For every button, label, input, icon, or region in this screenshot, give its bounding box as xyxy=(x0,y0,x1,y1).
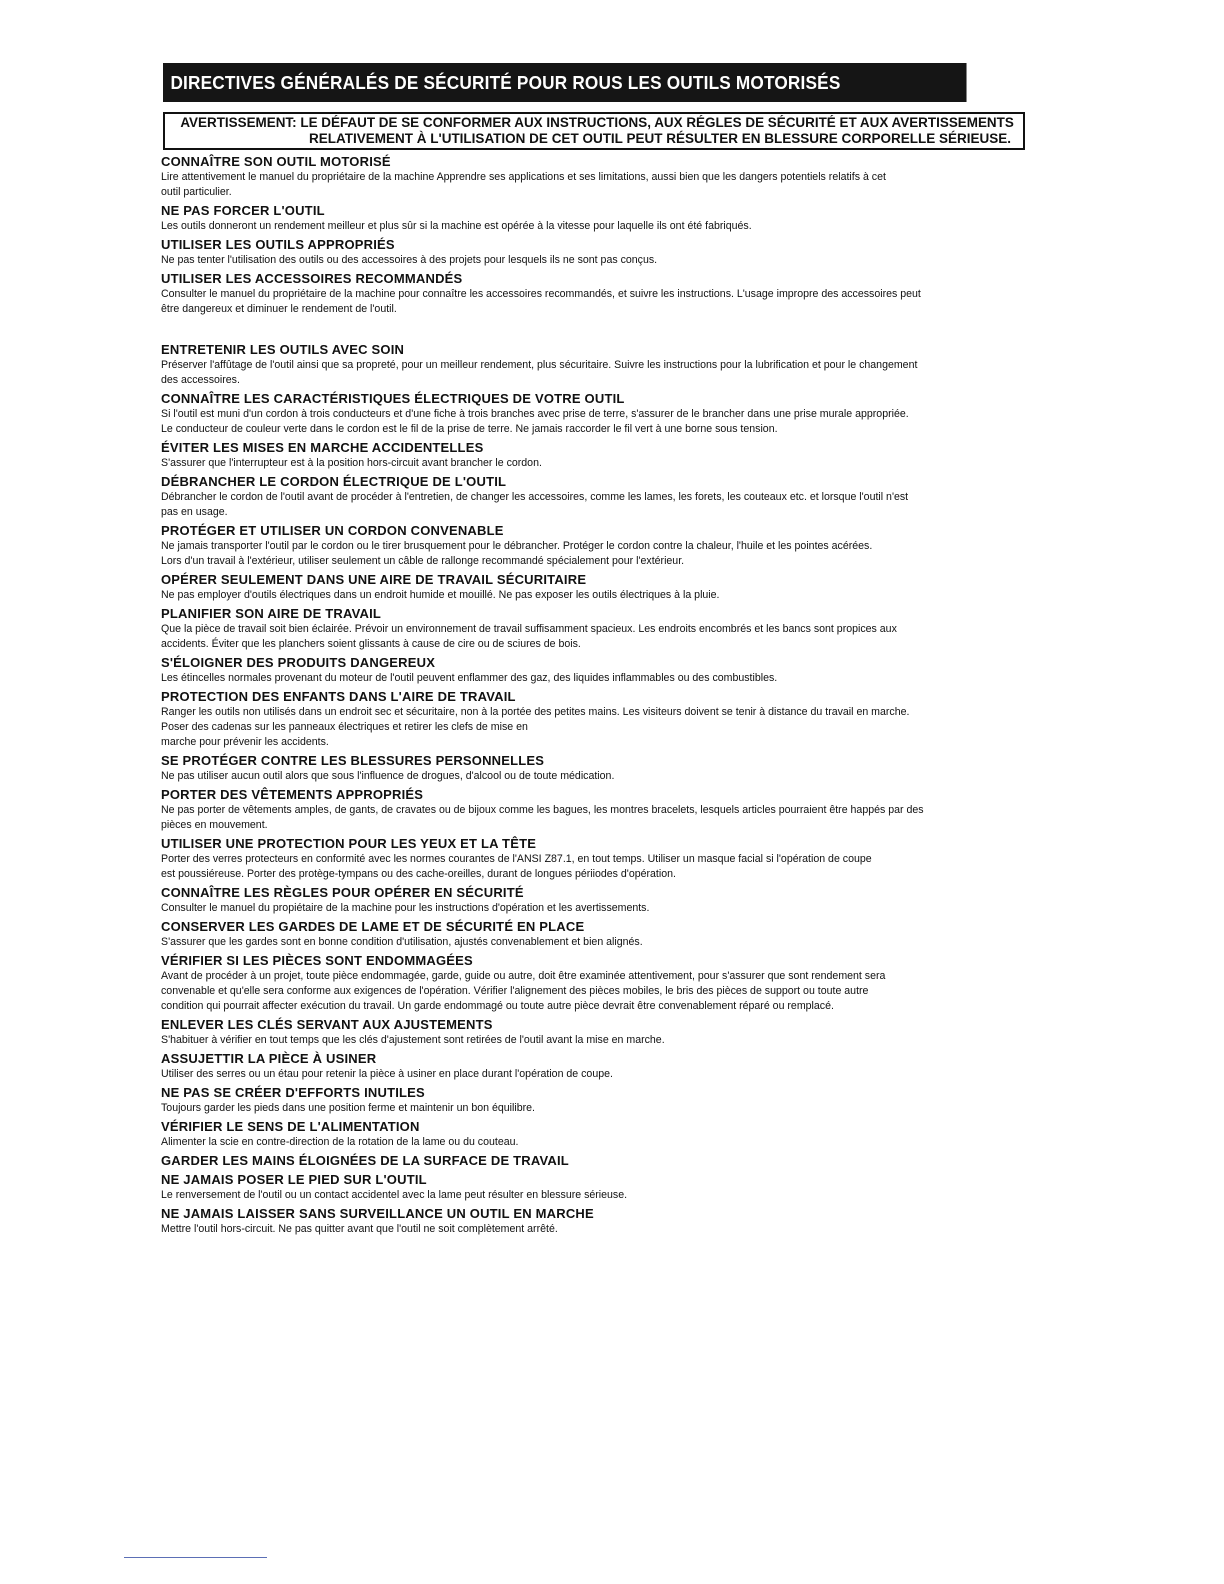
section-heading: NE JAMAIS LAISSER SANS SURVEILLANCE UN OUTIL EN MARCHE xyxy=(161,1206,594,1221)
section-heading: UTILISER UNE PROTECTION POUR LES YEUX ET LA TÊTE xyxy=(161,836,537,851)
section-heading: ENTRETENIR LES OUTILS AVEC SOIN xyxy=(161,342,405,357)
section-body-line: Alimenter la scie en contre-direction de la rotation de la lame ou du couteau. xyxy=(161,1136,519,1148)
section-heading: SE PROTÉGER CONTRE LES BLESSURES PERSONNELLES xyxy=(161,753,545,768)
section-body-line: S'assurer que les gardes sont en bonne condition d'utilisation, ajustés convenablement et bien alignés. xyxy=(161,936,643,948)
section-heading: UTILISER LES ACCESSOIRES RECOMMANDÉS xyxy=(161,271,463,286)
section-body-line: outil particulier. xyxy=(161,186,232,198)
section-heading: NE PAS FORCER L'OUTIL xyxy=(161,203,325,218)
safety-section xyxy=(161,270,1021,319)
safety-section xyxy=(161,1152,1021,1171)
safety-section xyxy=(161,236,1021,270)
section-heading: NE PAS SE CRÉER D'EFFORTS INUTILES xyxy=(161,1085,425,1100)
section-body-line: Le renversement de l'outil ou un contact accidentel avec la lame peut résulter en blessure sérieuse. xyxy=(161,1189,628,1201)
page-title: DIRECTIVES GÉNÉRALÉS DE SÉCURITÉ POUR ROUS LES OUTILS MOTORISÉS xyxy=(170,72,841,93)
section-heading: ÉVITER LES MISES EN MARCHE ACCIDENTELLES xyxy=(161,440,484,455)
section-body-line: Le conducteur de couleur verte dans le cordon est le fil de la prise de terre. Ne jamais raccorder le fil vert à une borne sous tension. xyxy=(161,423,778,435)
section-heading: CONNAÎTRE LES CARACTÉRISTIQUES ÉLECTRIQUES DE VOTRE OUTIL xyxy=(161,391,625,406)
section-heading: PROTECTION DES ENFANTS DANS L'AIRE DE TRAVAIL xyxy=(161,689,516,704)
section-body-line: être dangereux et diminuer le rendement de l'outil. xyxy=(161,303,397,315)
safety-sections xyxy=(161,153,1021,1239)
safety-section xyxy=(161,752,1021,786)
safety-section xyxy=(161,605,1021,654)
section-body-line: Ne pas employer d'outils électriques dans un endroit humide et mouillé. Ne pas exposer les outils électriques à la pluie. xyxy=(161,589,720,601)
section-heading: GARDER LES MAINS ÉLOIGNÉES DE LA SURFACE DE TRAVAIL xyxy=(161,1153,569,1168)
safety-section xyxy=(161,341,1021,390)
section-body-line: Les étincelles normales provenant du moteur de l'outil peuvent enflammer des gaz, des liquides inflammables ou des combustibles. xyxy=(161,672,778,684)
section-body-line: Ne pas porter de vêtements amples, de gants, de cravates ou de bijoux comme les bagues, les montres bracelets, lesquels articles pourraient être happés par des xyxy=(161,804,924,816)
section-body-line: Les outils donneront un rendement meilleur et plus sûr si la machine est opérée à la vitesse pour laquelle ils ont été fabriqués. xyxy=(161,220,752,232)
section-heading: VÉRIFIER SI LES PIÈCES SONT ENDOMMAGÉES xyxy=(161,953,473,968)
section-body-line: Porter des verres protecteurs en conformité avec les normes courantes de l'ANSI Z87.1, en tout temps. Utiliser un masque facial si l'opération de coupe xyxy=(161,853,872,865)
section-heading: PORTER DES VÊTEMENTS APPROPRIÉS xyxy=(161,787,424,802)
warning-box xyxy=(163,112,1025,150)
section-heading: PROTÉGER ET UTILISER UN CORDON CONVENABLE xyxy=(161,523,504,538)
section-body-line: Préserver l'affûtage de l'outil ainsi que sa propreté, pour un meilleur rendement, plus sécuritaire. Suivre les instructions pour la lubrification et pour le changement xyxy=(161,359,918,371)
safety-section xyxy=(161,202,1021,236)
safety-section xyxy=(161,153,1021,202)
safety-section xyxy=(161,1016,1021,1050)
section-heading: S'ÉLOIGNER DES PRODUITS DANGEREUX xyxy=(161,655,436,670)
section-body-line: pièces en mouvement. xyxy=(161,819,268,831)
section-body-line: Utiliser des serres ou un étau pour retenir la pièce à usiner en place durant l'opération de coupe. xyxy=(161,1068,613,1080)
safety-section xyxy=(161,654,1021,688)
safety-section xyxy=(161,1205,1021,1239)
section-body-line: Ne pas tenter l'utilisation des outils ou des accessoires à des projets pour lesquels ils ne sont pas conçus. xyxy=(161,254,658,266)
safety-section xyxy=(161,571,1021,605)
safety-section xyxy=(161,1084,1021,1118)
section-heading: NE JAMAIS POSER LE PIED SUR L'OUTIL xyxy=(161,1172,427,1187)
section-body-line: Avant de procéder à un projet, toute pièce endommagée, garde, guide ou autre, doit être examinée attentivement, pour s'assurer que sont rendement sera xyxy=(161,970,886,982)
section-body-line: Ne jamais transporter l'outil par le cordon ou le tirer brusquement pour le débrancher. Protéger le cordon contre la chaleur, l'huile et les pointes acérées. xyxy=(161,540,873,552)
section-body-line: Consulter le manuel du propiétaire de la machine pour les instructions d'opération et les avertissements. xyxy=(161,902,650,914)
section-body-line: S'assurer que l'interrupteur est à la position hors-circuit avant brancher le cordon. xyxy=(161,457,542,469)
section-body-line: Poser des cadenas sur les panneaux électriques et retirer les clefs de mise en xyxy=(161,721,528,733)
page-title-banner xyxy=(163,63,967,102)
footer-rule xyxy=(124,1557,267,1558)
safety-section xyxy=(161,952,1021,1016)
section-body-line: S'habituer à vérifier en tout temps que les clés d'ajustement sont retirées de l'outil avant la mise en marche. xyxy=(161,1034,665,1046)
section-heading: OPÉRER SEULEMENT DANS UNE AIRE DE TRAVAIL SÉCURITAIRE xyxy=(161,572,587,587)
section-body-line: Consulter le manuel du propriétaire de la machine pour connaître les accessoires recommandés, et suivre les instructions. L'usage impropre des accessoires peut xyxy=(161,288,921,300)
safety-section xyxy=(161,522,1021,571)
section-heading: UTILISER LES OUTILS APPROPRIÉS xyxy=(161,237,395,252)
section-heading: DÉBRANCHER LE CORDON ÉLECTRIQUE DE L'OUTIL xyxy=(161,474,507,489)
section-body-line: Toujours garder les pieds dans une position ferme et maintenir un bon équilibre. xyxy=(161,1102,535,1114)
section-body-line: des accessoires. xyxy=(161,374,240,386)
section-body-line: Mettre l'outil hors-circuit. Ne pas quitter avant que l'outil ne soit complètement arrêté. xyxy=(161,1223,558,1235)
safety-section xyxy=(161,1050,1021,1084)
safety-section xyxy=(161,1118,1021,1152)
safety-section xyxy=(161,688,1021,752)
section-heading: VÉRIFIER LE SENS DE L'ALIMENTATION xyxy=(161,1119,420,1134)
section-body-line: Que la pièce de travail soit bien éclairée. Prévoir un environnement de travail suffisamment spacieux. Les endroits encombrés et les bancs sont propices aux xyxy=(161,623,897,635)
section-body-line: accidents. Éviter que les planchers soient glissants à cause de cire ou de sciures de bois. xyxy=(161,638,581,650)
section-body-line: Ne pas utiliser aucun outil alors que sous l'influence de drogues, d'alcool ou de toute médication. xyxy=(161,770,615,782)
safety-section xyxy=(161,439,1021,473)
section-body-line: condition qui pourrait affecter exécution du travail. Un garde endommagé ou toute autre pièce devrait être convenablement réparé ou remplacé. xyxy=(161,1000,834,1012)
safety-section xyxy=(161,884,1021,918)
safety-section xyxy=(161,473,1021,522)
warning-line: RELATIVEMENT À L'UTILISATION DE CET OUTIL PEUT RÉSULTER EN BLESSURE CORPORELLE SÉRIEUSE. xyxy=(308,131,1011,146)
section-heading: CONSERVER LES GARDES DE LAME ET DE SÉCURITÉ EN PLACE xyxy=(161,919,585,934)
section-body-line: est poussiéreuse. Porter des protège-tympans ou des cache-oreilles, durant de longues périiodes d'opération. xyxy=(161,868,676,880)
safety-section xyxy=(161,835,1021,884)
section-body-line: Lire attentivement le manuel du propriétaire de la machine Apprendre ses applications et ses limitations, aussi bien que les dangers potentiels relatifs à cet xyxy=(161,171,886,183)
section-body-line: Débrancher le cordon de l'outil avant de procéder à l'entretien, de changer les accessoires, comme les lames, les forets, les couteaux etc. et lorsque l'outil n'est xyxy=(161,491,909,503)
section-heading: CONNAÎTRE LES RÈGLES POUR OPÉRER EN SÉCURITÉ xyxy=(161,885,524,900)
section-heading: ASSUJETTIR LA PIÈCE À USINER xyxy=(161,1051,377,1066)
section-body-line: Lors d'un travail à l'extérieur, utiliser seulement un câble de rallonge recommandé spécialement pour l'extérieur. xyxy=(161,555,685,567)
section-body-line: convenable et qu'elle sera conforme aux exigences de l'opération. Vérifier l'alignement des pièces mobiles, le bris des pièces de support ou toute autre xyxy=(161,985,869,997)
warning-line: AVERTISSEMENT: LE DÉFAUT DE SE CONFORMER AUX INSTRUCTIONS, AUX RÉGLES DE SÉCURITÉ ET AUX AVERTISSEMENTS xyxy=(180,115,1014,130)
section-spacer xyxy=(161,319,1021,341)
section-body-line: Si l'outil est muni d'un cordon à trois conducteurs et d'une fiche à trois branches avec prise de terre, s'assurer de le brancher dans une prise murale appropriée. xyxy=(161,408,909,420)
safety-section xyxy=(161,918,1021,952)
section-body-line: marche pour prévenir les accidents. xyxy=(161,736,329,748)
section-body-line: pas en usage. xyxy=(161,506,228,518)
safety-section xyxy=(161,1171,1021,1205)
section-heading: ENLEVER LES CLÉS SERVANT AUX AJUSTEMENTS xyxy=(161,1017,493,1032)
safety-section xyxy=(161,390,1021,439)
section-body-line: Ranger les outils non utilisés dans un endroit sec et sécuritaire, non à la portée des petites mains. Les visiteurs doivent se tenir à distance du travail en marche. xyxy=(161,706,910,718)
safety-section xyxy=(161,786,1021,835)
section-heading: CONNAÎTRE SON OUTIL MOTORISÉ xyxy=(161,154,391,169)
section-heading: PLANIFIER SON AIRE DE TRAVAIL xyxy=(161,606,382,621)
